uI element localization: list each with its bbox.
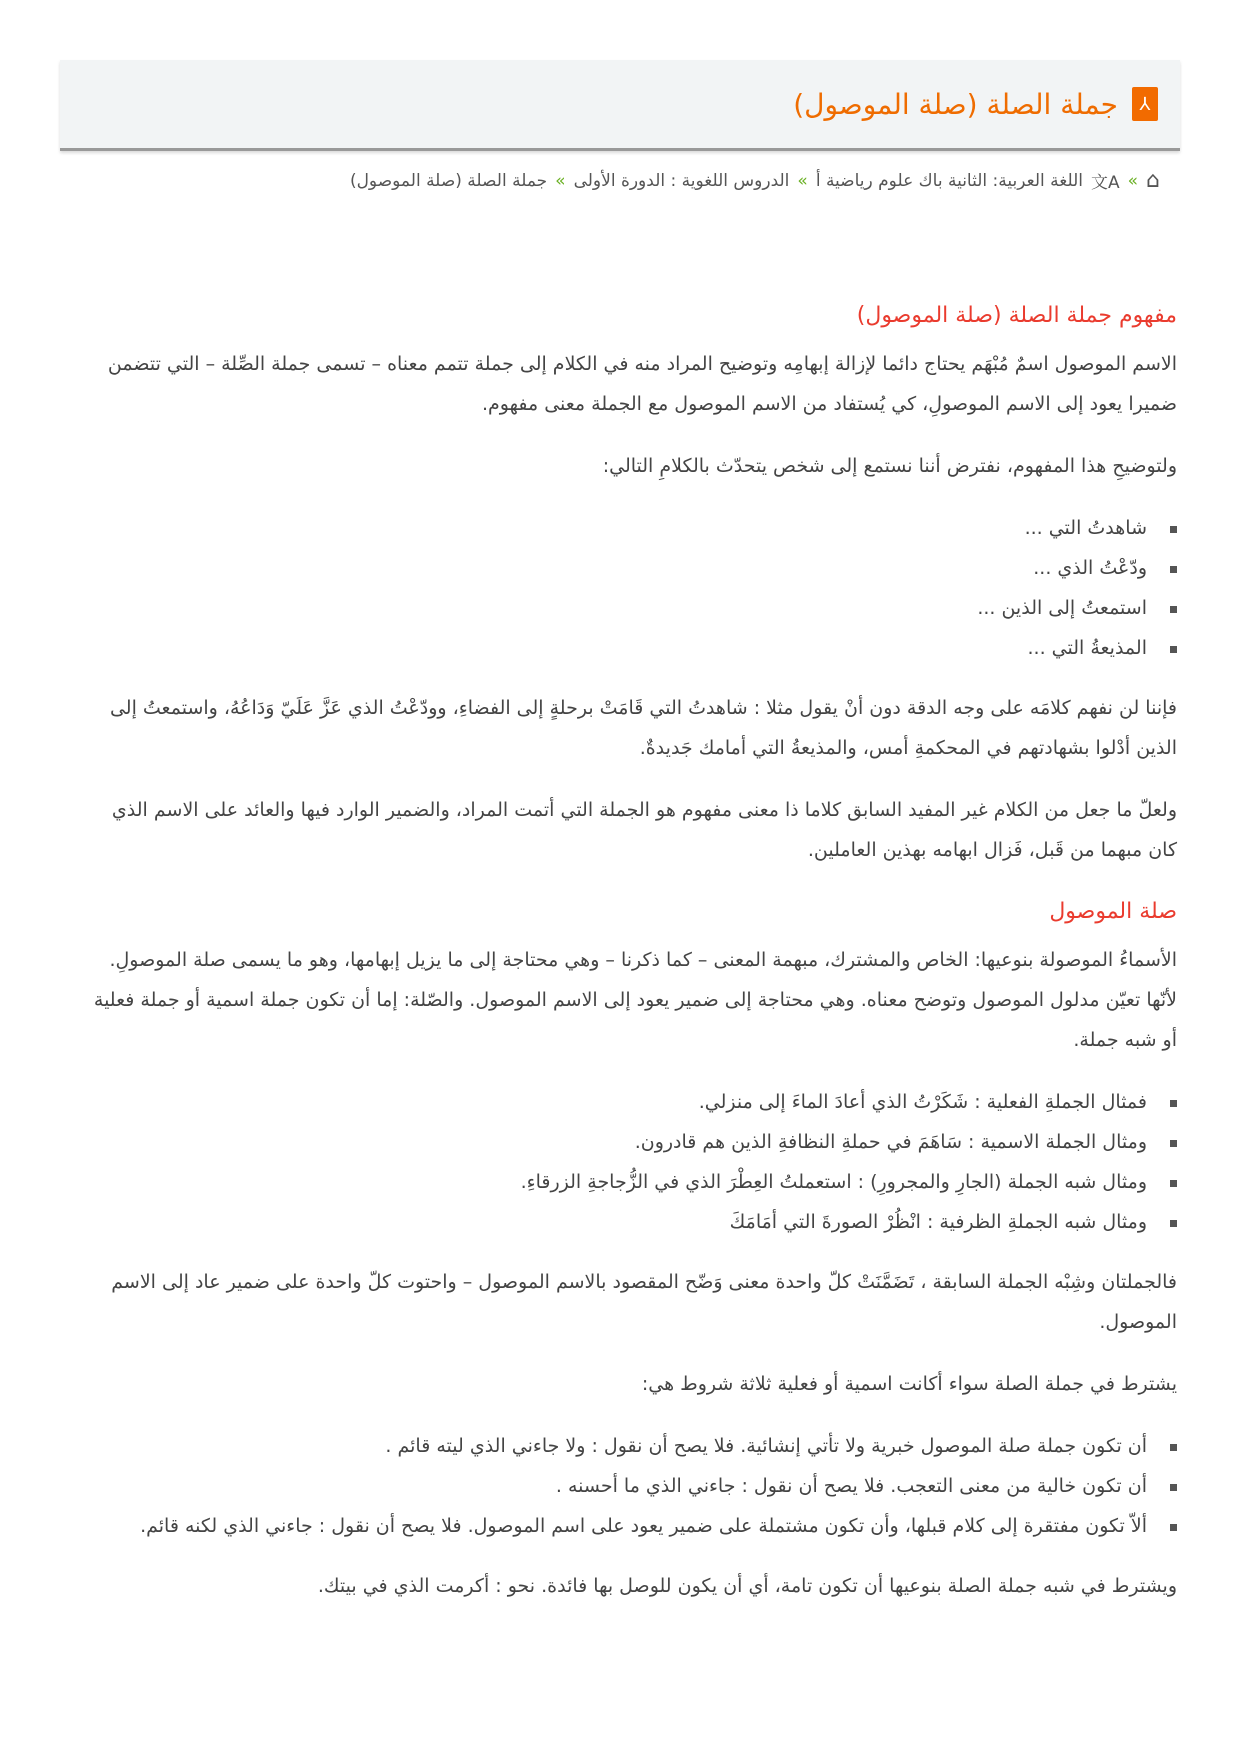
page-title: جملة الصلة (صلة الموصول) — [793, 87, 1118, 121]
paragraph: الاسم الموصول اسمٌ مُبْهَم يحتاج دائما لإزالة إبهامِه وتوضيح المراد منه في الكلام إلى جملة تتمم معناه – تسمى جملة الصِّلة – التي تتضمن ضميرا يعود إلى الاسم الموصولِ، كي يُستفاد من الاسم الموصول مع الجملة معنى مفهوم. — [107, 353, 1177, 415]
breadcrumb-link[interactable]: الدروس اللغوية : الدورة الأولى — [573, 170, 790, 191]
example-list — [78, 1082, 1177, 1242]
breadcrumb-separator: » — [797, 170, 808, 191]
breadcrumb-current: جملة الصلة (صلة الموصول) — [349, 170, 548, 191]
list-item: فمثال الجملةِ الفعلية : شَكَرْتُ الذي أعادَ الماءَ إلى منزلي. — [78, 1082, 1147, 1122]
list-item: استمعتُ إلى الذين ... — [78, 588, 1147, 628]
list-item: ومثال شبه الجملةِ الظرفية : انْظُرْ الصورةَ التي أمَامَكَ — [78, 1202, 1147, 1242]
example-list — [78, 508, 1177, 668]
paragraph: يشترط في جملة الصلة سواء أكانت اسمية أو فعلية ثلاثة شروط هي: — [641, 1373, 1177, 1395]
breadcrumb-separator: » — [1127, 170, 1139, 191]
paragraph: ولعلّ ما جعل من الكلام غير المفيد السابق كلاما ذا معنى مفهوم هو الجملة التي أتمت المراد، والضمير الوارد فيها والعائد على الاسم الذي كان مبهما من قَبل، فَزال ابهامه بهذين العاملين. — [111, 799, 1177, 861]
breadcrumb-separator: » — [555, 170, 566, 191]
article-body — [78, 296, 1177, 1628]
paragraph: فالجملتان وشِبْه الجملة السابقة ، تَضَمَّنَتْ كلّ واحدة معنى وَضّح المقصود بالاسم الموصول – واحتوت كلّ واحدة على ضمير عاد إلى الاسم الموصول. — [111, 1271, 1177, 1333]
home-icon[interactable]: ⌂ — [1146, 168, 1160, 193]
paragraph: ولتوضيحِ هذا المفهوم، نفترض أننا نستمع إلى شخص يتحدّث بالكلامِ التالي: — [602, 455, 1177, 477]
page-header — [60, 60, 1180, 151]
list-item: ألاّ تكون مفتقرة إلى كلام قبلها، وأن تكون مشتملة على ضمير يعود على اسم الموصول. فلا يصح أن نقول : جاءني الذي لكنه قائم. — [78, 1506, 1147, 1546]
list-item: أن تكون خالية من معنى التعجب. فلا يصح أن نقول : جاءني الذي ما أحسنه . — [78, 1466, 1147, 1506]
pdf-icon[interactable]: ⅄ — [1132, 87, 1158, 121]
list-item: ومثال الجملة الاسمية : سَاهَمَ في حملةِ النظافةِ الذين هم قادرون. — [78, 1122, 1147, 1162]
translate-icon: 文A — [1090, 173, 1120, 193]
list-item: ومثال شبه الجملة (الجارِ والمجرورِ) : استعملتُ العِطْرَ الذي في الزُّجاجةِ الزرقاءِ. — [78, 1162, 1147, 1202]
paragraph: ويشترط في شبه جملة الصلة بنوعيها أن تكون تامة، أي أن يكون للوصل بها فائدة. نحو : أكرمت الذي في بيتك. — [317, 1575, 1177, 1597]
list-item: شاهدتُ التي ... — [78, 508, 1147, 548]
paragraph: الأسماءُ الموصولة بنوعيها: الخاص والمشترك، مبهمة المعنى – كما ذكرنا – وهي محتاجة إلى ما يزيل إبهامها، وهو ما يسمى صلة الموصولِ. لأنّها تعيّن مدلول الموصول وتوضح معناه. وهي محتاجة إلى ضمير يعود إلى الاسم الموصول. والصّلة: إما أن تكون جملة اسمية أو جملة فعلية أو شبه جملة. — [93, 949, 1177, 1051]
section-heading: صلة الموصول — [1049, 899, 1177, 924]
list-item: المذيعةُ التي ... — [78, 628, 1147, 668]
breadcrumb-link[interactable]: اللغة العربية: الثانية باك علوم رياضية أ — [815, 170, 1083, 191]
breadcrumb — [350, 168, 1160, 193]
paragraph: فإننا لن نفهم كلامَه على وجه الدقة دون أنْ يقول مثلا : شاهدتُ التي قَامَتْ برحلةٍ إلى الفضاءِ، وودّعْتُ الذي عَزَّ عَلَيّ وَدَاعُهُ، واستمعتُ إلى الذين أدْلوا بشهادتهم في المحكمةِ أمس، والمذيعةُ التي أمامك جَديدةٌ. — [109, 697, 1177, 759]
conditions-list — [78, 1426, 1177, 1546]
list-item: أن تكون جملة صلة الموصول خبرية ولا تأتي إنشائية. فلا يصح أن نقول : ولا جاءني الذي ليته قائم . — [78, 1426, 1147, 1466]
section-heading: مفهوم جملة الصلة (صلة الموصول) — [856, 303, 1177, 328]
list-item: ودّعْتُ الذي ... — [78, 548, 1147, 588]
